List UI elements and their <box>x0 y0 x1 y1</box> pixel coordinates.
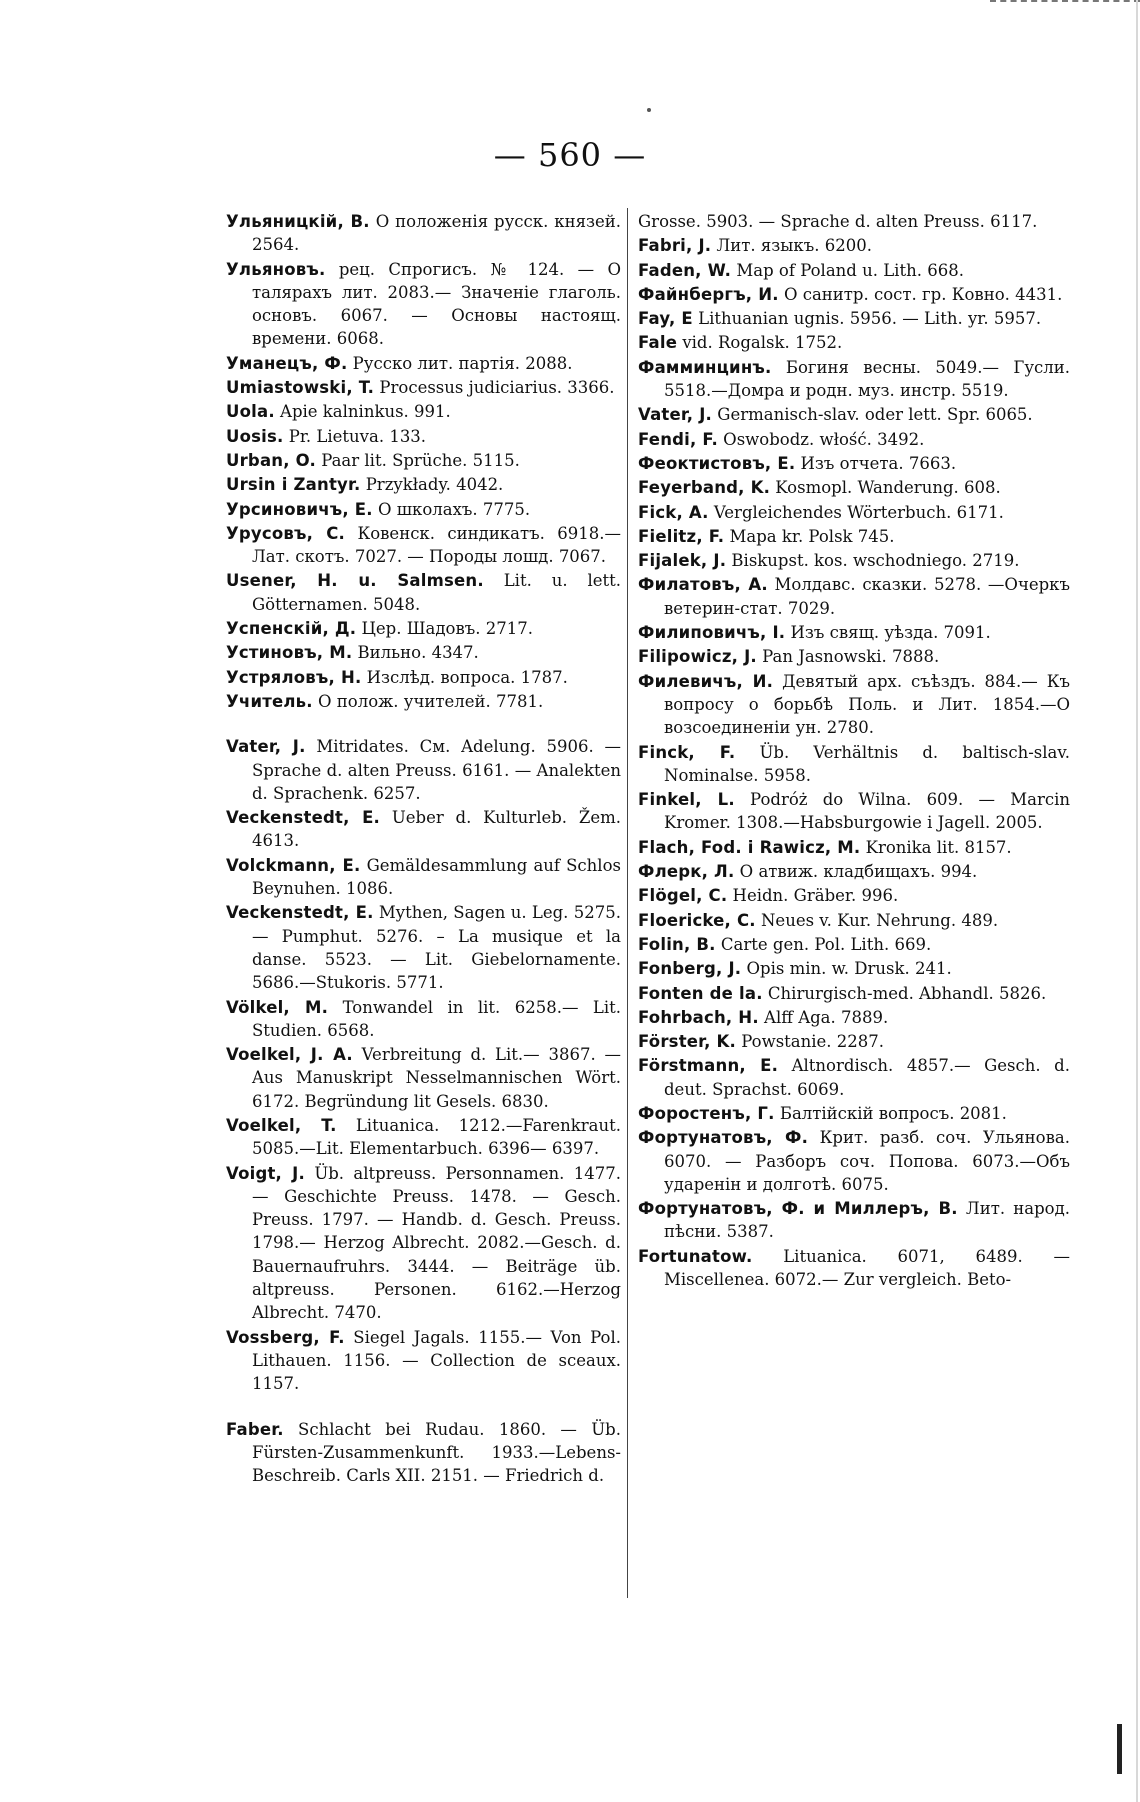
column-divider <box>627 208 628 1598</box>
entry-text: Лит. народ. пѣсни. 5387. <box>664 1199 1070 1242</box>
entry-text: О атвиж. кладбищахъ. 994. <box>734 862 978 882</box>
entry-text: Apie kalninkus. 991. <box>274 402 451 422</box>
entry-heading: Ульяновъ. <box>226 259 326 279</box>
index-entry <box>638 1006 1070 1029</box>
index-entry <box>226 1162 621 1325</box>
index-entry <box>226 425 621 448</box>
index-entry <box>226 522 621 569</box>
index-entry <box>638 476 1070 499</box>
entry-heading: Успенскій, Д. <box>226 619 357 639</box>
index-entry <box>226 806 621 853</box>
index-entry <box>226 641 621 664</box>
entry-text: Processus judiciarius. 3366. <box>374 378 615 398</box>
entry-heading: Ursin i Zantyr. <box>226 475 361 495</box>
entry-text: Изъ отчета. 7663. <box>795 453 957 473</box>
index-entry <box>638 788 1070 835</box>
entry-text: Богиня весны. 5049.— Гусли. 5518.—Домра и родн. муз. инстр. 5519. <box>664 357 1070 401</box>
entry-text: Lituanica. 6071, 6489. —Miscellenea. 6072.— Zur vergleich. Beto- <box>664 1246 1070 1290</box>
scan-speck <box>647 108 651 112</box>
index-entry <box>226 376 621 399</box>
entry-text: Podróż do Wilna. 609. — Marcin Kromer. 1308.—Habsburgowie i Jagell. 2005. <box>664 790 1070 833</box>
entry-text: О школахъ. 7775. <box>372 499 531 519</box>
entry-heading: Fijalek, J. <box>638 551 727 571</box>
entry-heading: Fick, A. <box>638 502 709 522</box>
entry-heading: Устряловъ, Н. <box>226 667 362 687</box>
entry-heading: Уманецъ, Ф. <box>226 353 348 373</box>
entry-heading: Fortunatow. <box>638 1246 753 1266</box>
corner-scan-mark <box>1117 1724 1122 1774</box>
entry-text: Kosmopl. Wanderung. 608. <box>770 478 1001 498</box>
entry-heading: Urban, O. <box>226 450 316 470</box>
entry-heading: Fielitz, F. <box>638 526 725 546</box>
entry-text: Kronika lit. 8157. <box>860 837 1012 857</box>
entry-heading: Fay, E <box>638 309 693 329</box>
entry-heading: Фамминцинъ. <box>638 357 772 377</box>
entry-heading: Floericke, C. <box>638 910 756 930</box>
entry-heading: Fohrbach, H. <box>638 1007 759 1027</box>
entry-text: рец. Спрогисъ. № 124. — О талярахъ лит. 2083.— Значеніе глаголь. основъ. 6067. — Основы настоящ. времени. 6068. <box>252 259 621 349</box>
entry-text: Mitridates. См. Adelung. 5906. — Sprache d. alten Preuss. 6161. — Analekten d. Sprachenk. 6257. <box>252 737 622 803</box>
index-entry <box>638 884 1070 907</box>
index-entry <box>226 449 621 472</box>
index-entry <box>638 982 1070 1005</box>
entry-heading: Voigt, J. <box>226 1163 305 1183</box>
entry-heading: Файнбергъ, И. <box>638 284 779 304</box>
entry-heading: Voelkel, T. <box>226 1115 337 1135</box>
entry-heading: Volckmann, E. <box>226 855 361 875</box>
index-entry <box>226 400 621 423</box>
entry-text: Gemäldesammlung auf Schlos Beynuhen. 1086. <box>252 855 621 899</box>
entry-text: Üb. Verhältnis d. baltisch-slav. Nominalse. 5958. <box>664 742 1071 785</box>
entry-text: Балтійскій вопросъ. 2081. <box>774 1103 1007 1123</box>
entry-heading: Учитель. <box>226 691 313 711</box>
index-entry <box>226 1043 621 1113</box>
index-entry <box>638 573 1070 620</box>
left-column <box>226 210 621 1488</box>
entry-heading: Fonberg, J. <box>638 959 742 979</box>
index-entry <box>638 645 1070 668</box>
entry-heading: Förster, K. <box>638 1032 736 1052</box>
entry-text: Opis min. w. Drusk. 241. <box>741 959 952 979</box>
entry-text: Крит. разб. соч. Ульянова. 6070. — Разборъ соч. Поповa. 6073.—Объ ударенін и долготѣ. 6075. <box>664 1128 1070 1194</box>
entry-text: Vergleichendes Wörterbuch. 6171. <box>708 502 1004 522</box>
page-number: — 560 — <box>493 136 647 174</box>
index-entry <box>638 283 1070 306</box>
entry-text: Oswobodz. włość. 3492. <box>717 429 925 449</box>
entry-text: Lit. u. lett. Götternamen. 5048. <box>252 571 621 614</box>
index-entry <box>638 1245 1070 1292</box>
index-entry <box>226 1418 621 1488</box>
index-entry <box>638 331 1070 354</box>
index-entry <box>638 452 1070 475</box>
index-entry <box>638 356 1070 403</box>
entry-text: Przykłady. 4042. <box>360 475 504 495</box>
index-entry <box>638 836 1070 859</box>
index-entry <box>638 670 1070 740</box>
entry-heading: Форостенъ, Г. <box>638 1103 775 1123</box>
entry-heading: Урсиновичъ, Е. <box>226 499 373 519</box>
entry-text: Pr. Lietuva. 133. <box>283 426 427 446</box>
index-entry <box>226 352 621 375</box>
scan-edge-top <box>990 0 1140 8</box>
entry-text: Ковенск. синдикатъ. 6918.— Лат. скотъ. 7027. — Породы лошд. 7067. <box>252 523 621 567</box>
entry-text: Grosse. 5903. — Sprache d. alten Preuss. 6117. <box>638 212 1038 231</box>
index-entry <box>226 210 621 257</box>
index-entry <box>638 1197 1070 1244</box>
index-entry <box>226 735 621 805</box>
index-entry <box>638 1030 1070 1053</box>
entry-heading: Finck, F. <box>638 742 736 762</box>
index-entry <box>638 403 1070 426</box>
index-entry <box>226 901 621 994</box>
entry-heading: Flach, Fod. i Rawicz, M. <box>638 837 861 857</box>
entry-heading: Folin, B. <box>638 934 716 954</box>
entry-text: Mapa kr. Polsk 745. <box>724 526 895 546</box>
entry-text: Powstanie. 2287. <box>735 1032 885 1052</box>
entry-heading: Flögel, C. <box>638 886 728 906</box>
entry-heading: Völkel, M. <box>226 997 329 1017</box>
index-entry <box>226 996 621 1043</box>
index-entry <box>226 690 621 713</box>
entry-text: Русско лит. партія. 2088. <box>347 353 573 373</box>
entry-text: О полож. учителей. 7781. <box>312 691 544 711</box>
entry-text: Lituanica. 1212.—Farenkraut. 5085.—Lit. Elementarbuch. 6396— 6397. <box>252 1115 622 1159</box>
entry-text: Map of Poland u. Lith. 668. <box>731 260 964 280</box>
index-entry <box>226 1326 621 1396</box>
entry-text: Mythen, Sagen u. Leg. 5275.— Pumphut. 5276. – La musique et la danse. 5523. — Lit. Giebelornamente. 5686.—Stukoris. 5771. <box>252 903 621 993</box>
index-entry <box>638 860 1070 883</box>
index-entry <box>226 1114 621 1161</box>
entry-heading: Урусовъ, С. <box>226 523 346 543</box>
entry-heading: Finkel, L. <box>638 790 735 810</box>
entry-text: О положенія русск. князей. 2564. <box>252 212 621 255</box>
index-entry <box>638 741 1070 788</box>
entry-text: Carte gen. Pol. Lith. 669. <box>715 934 932 954</box>
index-entry <box>638 428 1070 451</box>
entry-heading: Fale <box>638 333 678 353</box>
entry-heading: Fendi, F. <box>638 429 718 449</box>
entry-heading: Филевичъ, И. <box>638 671 774 691</box>
entry-text: О санитр. сост. гр. Ковно. 4431. <box>778 284 1063 304</box>
entry-heading: Förstmann, E. <box>638 1056 779 1076</box>
index-entry <box>638 1102 1070 1125</box>
entry-text: Paar lit. Sprüche. 5115. <box>315 450 520 470</box>
index-entry <box>638 621 1070 644</box>
entry-heading: Флерк, Л. <box>638 862 735 882</box>
index-entry <box>226 666 621 689</box>
entry-text: Heidn. Gräber. 996. <box>727 886 899 906</box>
entry-text: Neues v. Kur. Nehrung. 489. <box>755 910 999 930</box>
index-entry <box>226 569 621 616</box>
entry-text: Germanisch-slav. oder lett. Spr. 6065. <box>712 405 1033 425</box>
entry-text: Alff Aga. 7889. <box>758 1007 889 1027</box>
index-entry <box>638 501 1070 524</box>
entry-heading: Faden, W. <box>638 260 732 280</box>
entry-text: Biskupst. kos. wschodniego. 2719. <box>726 551 1020 571</box>
index-entry <box>638 234 1070 257</box>
entry-heading: Vater, J. <box>226 737 306 757</box>
entry-heading: Vossberg, F. <box>226 1327 345 1347</box>
index-entry <box>226 258 621 351</box>
entry-text: Изслѣд. вопроса. 1787. <box>361 667 568 687</box>
entry-text: Цер. Шадовъ. 2717. <box>356 619 533 639</box>
index-entry <box>638 259 1070 282</box>
index-entry <box>638 933 1070 956</box>
entry-text: Изъ свящ. уѣзда. 7091. <box>785 623 991 643</box>
entry-heading: Usener, H. u. Salmsen. <box>226 571 484 591</box>
entry-heading: Фортунатовъ, Ф. и Миллеръ, В. <box>638 1199 958 1219</box>
entry-text: Siegel Jagals. 1155.— Von Pol. Lithauen. 1156. — Collection de sceaux. 1157. <box>252 1327 621 1394</box>
right-column <box>638 210 1070 1292</box>
index-entry <box>226 854 621 901</box>
index-entry <box>638 909 1070 932</box>
entry-heading: Филиповичъ, I. <box>638 623 786 643</box>
index-entry <box>638 307 1070 330</box>
entry-text: Verbreitung d. Lit.— 3867. — Aus Manuskript Nesselmannischen Wört. 6172. Begründung lit Gesels. 6830. <box>252 1045 622 1111</box>
entry-heading: Ульяницкій, В. <box>226 212 370 231</box>
index-entry <box>226 473 621 496</box>
entry-heading: Feyerband, K. <box>638 478 771 498</box>
index-entry <box>226 617 621 640</box>
index-entry <box>638 210 1070 233</box>
entry-heading: Uosis. <box>226 426 284 446</box>
index-entry <box>638 549 1070 572</box>
index-entry <box>226 498 621 521</box>
entry-heading: Устиновъ, М. <box>226 643 353 663</box>
entry-heading: Филатовъ, А. <box>638 575 768 595</box>
entry-text: Lithuanian ugnis. 5956. — Lith. yr. 5957. <box>692 309 1042 329</box>
entry-text: Вильно. 4347. <box>352 643 479 663</box>
index-entry <box>638 1054 1070 1101</box>
entry-heading: Fabri, J. <box>638 236 712 256</box>
entry-heading: Фортунатовъ, Ф. <box>638 1128 809 1148</box>
entry-heading: Voelkel, J. A. <box>226 1045 353 1065</box>
entry-text: Altnordisch. 4857.— Gesch. d. deut. Sprachst. 6069. <box>664 1056 1070 1099</box>
entry-heading: Faber. <box>226 1419 284 1439</box>
scan-edge-right <box>1136 0 1138 1802</box>
index-entry <box>638 1126 1070 1196</box>
entry-heading: Uola. <box>226 402 275 422</box>
entry-text: Üb. altpreuss. Personnamen. 1477. — Geschichte Preuss. 1478. — Gesch. Preuss. 1797. — Handb. d. Gesch. Preuss. 1798.— Herzog Albrecht. 2082.—Gesch. d. Bauernaufruhrs. 3444. — Beiträge üb. altpreuss. Personen. 6162.—Herzog Albrecht. 7470. <box>252 1163 622 1323</box>
entry-text: Лит. языкъ. 6200. <box>711 236 872 256</box>
entry-heading: Феоктистовъ, Е. <box>638 453 796 473</box>
entry-text: Tonwandel in lit. 6258.— Lit. Studien. 6568. <box>252 997 621 1040</box>
entry-heading: Vater, J. <box>638 405 713 425</box>
entry-heading: Fonten de la. <box>638 983 763 1003</box>
index-entry <box>638 525 1070 548</box>
entry-text: Chirurgisch-med. Abhandl. 5826. <box>762 983 1047 1003</box>
entry-text: Pan Jasnowski. 7888. <box>756 647 940 667</box>
entry-heading: Veckenstedt, E. <box>226 903 374 923</box>
entry-heading: Veckenstedt, E. <box>226 808 381 828</box>
entry-text: Девятый арх. съѣздъ. 884.— Къ вопросу о борьбѣ Поль. и Лит. 1854.—О возсоединеніи ун. 2780. <box>664 671 1071 738</box>
entry-heading: Filipowicz, J. <box>638 647 757 667</box>
entry-heading: Umiastowski, T. <box>226 378 375 398</box>
entry-text: Ueber d. Kulturleb. Žem. 4613. <box>252 808 621 851</box>
entry-text: vid. Rogalsk. 1752. <box>677 333 843 353</box>
entry-text: Schlacht bei Rudau. 1860. — Üb. Fürsten-Zusammenkunft. 1933.—Lebens-Beschreib. Carls XII. 2151. — Friedrich d. <box>252 1419 621 1486</box>
entry-text: Молдавс. сказки. 5278. —Очеркъ ветерин-стат. 7029. <box>664 575 1070 618</box>
index-entry <box>638 957 1070 980</box>
